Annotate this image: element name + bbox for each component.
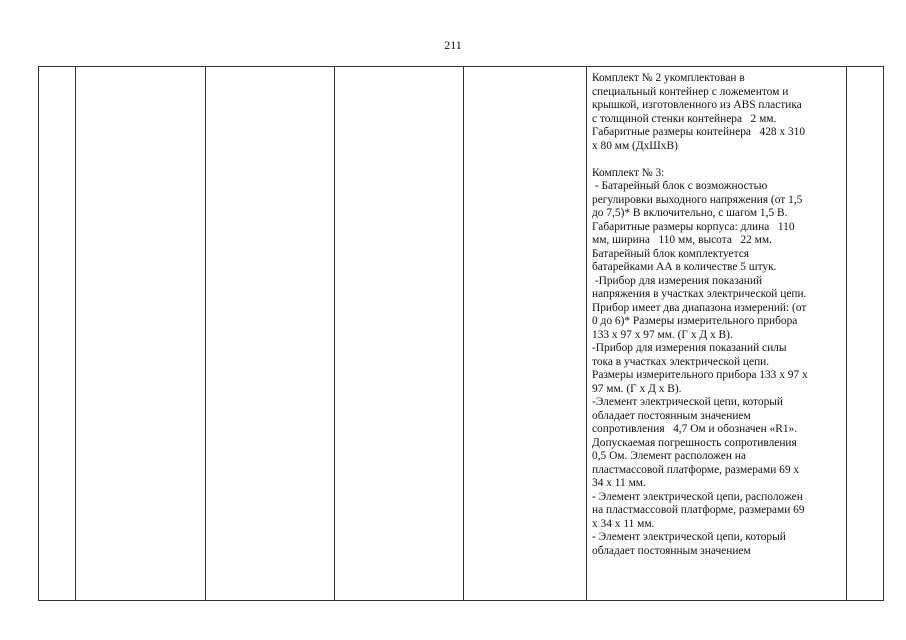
description-line: специальный контейнер с ложементом и xyxy=(592,85,789,98)
table-column-border xyxy=(463,67,464,600)
table-column-border xyxy=(75,67,76,600)
description-line: Габаритные размеры корпуса: длина 110 xyxy=(592,220,795,233)
description-line: х 80 мм (ДхШхВ) xyxy=(592,139,678,152)
table-column-border xyxy=(38,67,39,600)
description-line: до 7,5)* В включительно, с шагом 1,5 В. xyxy=(592,207,788,219)
description-line: Габаритные размеры контейнера 428 х 310 xyxy=(592,126,806,138)
description-line: регулировки выходного напряжения (от 1,5 xyxy=(592,193,803,206)
description-line: -Элемент электрической цепи, который xyxy=(592,396,784,408)
description-line: батарейками АА в количестве 5 штук. xyxy=(592,261,777,273)
page-number: 211 xyxy=(444,38,462,52)
description-line: мм, ширина 110 мм, высота 22 мм. xyxy=(592,234,772,246)
description-line: Прибор имеет два диапазона измерений: (от xyxy=(592,301,807,314)
description-line: тока в участках электрической цепи. xyxy=(592,355,770,368)
description-line: обладает постоянным значением xyxy=(592,544,751,557)
description-line: 34 х 11 мм. xyxy=(592,477,646,489)
description-line: обладает постоянным значением xyxy=(592,409,751,422)
table-cell-description xyxy=(592,72,844,558)
table-column-border xyxy=(883,67,884,600)
description-line: 0,5 Ом. Элемент расположен на xyxy=(592,450,746,462)
description-line: Батарейный блок комплектуется xyxy=(592,247,749,260)
description-line: пластмассовой платформе, размерами 69 х xyxy=(592,463,800,476)
description-line: напряжения в участках электрической цепи. xyxy=(592,288,807,300)
description-line: 97 мм. (Г х Д х В). xyxy=(592,382,682,395)
table-column-border xyxy=(586,67,587,600)
table-column-border xyxy=(334,67,335,600)
description-line: -Прибор для измерения показаний xyxy=(592,274,763,287)
description-line: -Прибор для измерения показаний силы xyxy=(592,342,787,354)
description-line: 133 х 97 х 97 мм. (Г х Д х В). xyxy=(592,328,733,341)
table-column-border xyxy=(205,67,206,600)
description-line: Комплект № 3: xyxy=(592,166,665,179)
description-line: - Элемент электрической цепи, который xyxy=(592,531,786,543)
description-line: Допускаемая погрешность сопротивления xyxy=(592,436,797,449)
description-line: 0 до 6)* Размеры измерительного прибора xyxy=(592,315,798,327)
description-line: х 34 х 11 мм. xyxy=(592,517,655,530)
description-line: Размеры измерительного прибора 133 х 97 х xyxy=(592,369,808,381)
description-line: - Элемент электрической цепи, расположен xyxy=(592,490,803,503)
description-line xyxy=(592,153,844,167)
description-line: на пластмассовой платформе, размерами 69 xyxy=(592,504,805,516)
description-line: крышкой, изготовленного из ABS пластика xyxy=(592,99,802,111)
table-column-border xyxy=(846,67,847,600)
specification-table xyxy=(38,66,884,601)
description-line: - Батарейный блок с возможностью xyxy=(592,180,768,192)
description-line: с толщиной стенки контейнера 2 мм. xyxy=(592,112,777,125)
description-line: сопротивления 4,7 Ом и обозначен «R1». xyxy=(592,423,798,435)
description-line: Комплект № 2 укомплектован в xyxy=(592,72,745,84)
